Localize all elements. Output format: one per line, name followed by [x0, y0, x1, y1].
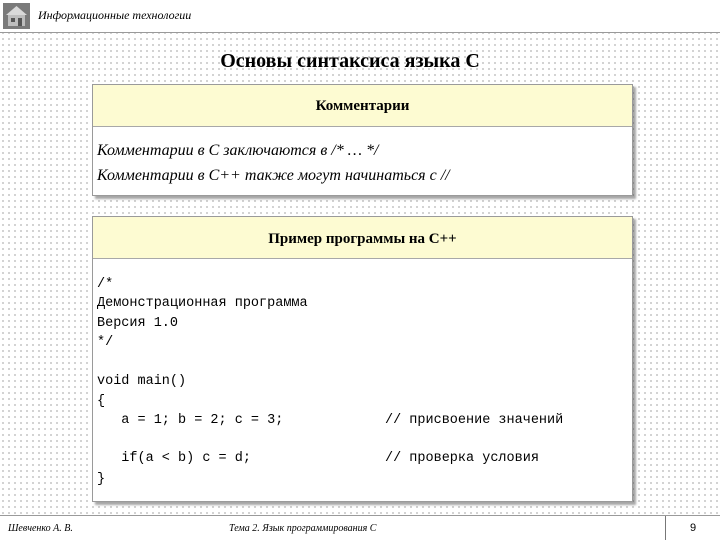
comments-panel-heading: Комментарии	[93, 85, 632, 127]
comment-line-c: Комментарии в С заключаются в /* … */	[97, 142, 379, 159]
footer-topic: Тема 2. Язык программирования С	[229, 523, 377, 534]
comments-panel	[92, 84, 633, 196]
house-logo-icon	[3, 3, 30, 29]
page-number: 9	[665, 516, 720, 540]
header-bar	[0, 0, 720, 33]
code-line: /*	[97, 277, 114, 292]
code-line: */	[97, 335, 114, 350]
code-line: if(a < b) c = d;	[97, 451, 251, 466]
example-panel	[92, 216, 633, 502]
code-comment: // проверка условия	[385, 451, 539, 466]
slide-title: Основы синтаксиса языка С	[220, 50, 480, 72]
footer-bar	[0, 515, 720, 541]
code-line: void main()	[97, 374, 187, 389]
code-line: a = 1; b = 2; c = 3;	[97, 413, 284, 428]
code-line: Демонстрационная программа	[97, 296, 308, 311]
code-line: {	[97, 394, 106, 409]
comment-line-cpp: Комментарии в С++ также могут начинаться с //	[97, 167, 450, 184]
footer-author: Шевченко А. В.	[8, 523, 73, 534]
code-line: }	[97, 472, 106, 487]
example-panel-heading: Пример программы на С++	[93, 217, 632, 259]
code-line: Версия 1.0	[97, 316, 179, 331]
code-comment: // присвоение значений	[385, 413, 564, 428]
header-title: Информационные технологии	[38, 8, 192, 22]
